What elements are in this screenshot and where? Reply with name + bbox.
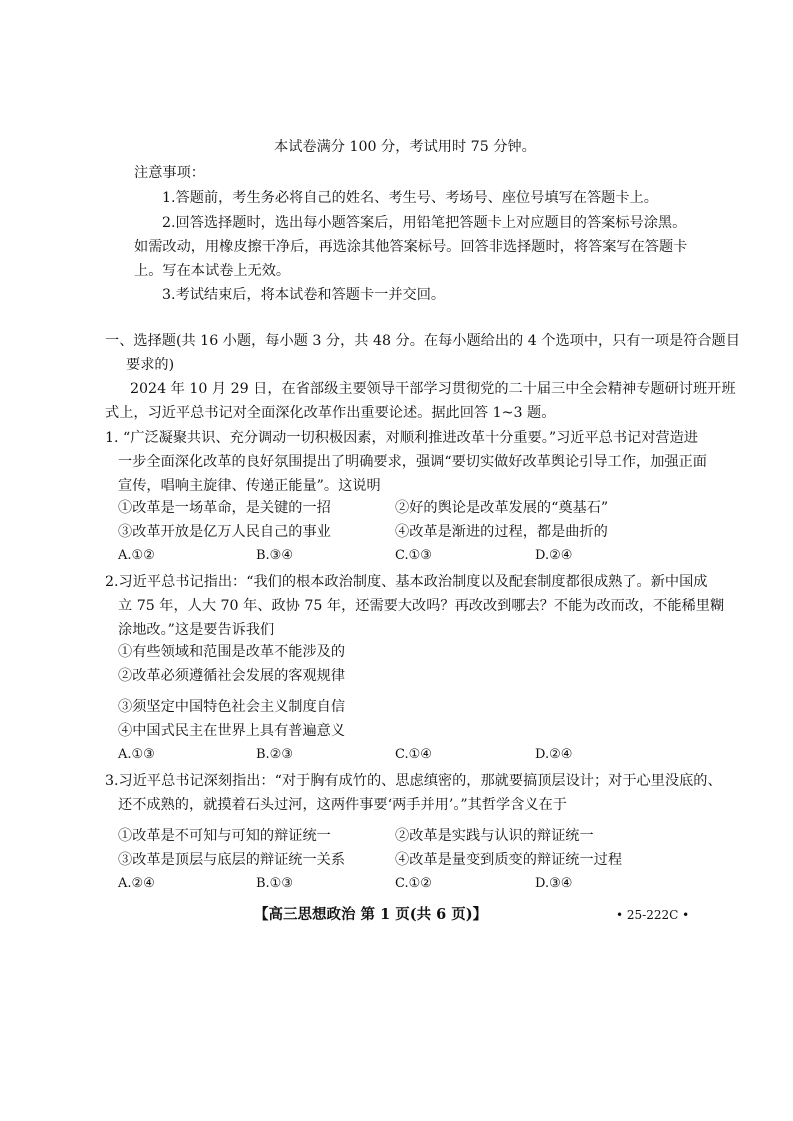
section-title-line1: 一、选择题(共 16 小题，每小题 3 分，共 48 分。在每小题给出的 4 个选项中，只有一项是符合题目 (105, 333, 740, 349)
q2-choice-a: A.①③ (118, 747, 155, 762)
notice-item-1: 1.答题前，考生务必将自己的姓名、考生号、考场号、座位号填写在答题卡上。 (162, 190, 658, 206)
page-footer-label: 【高三思想政治 第 1 页(共 6 页)】 (254, 906, 488, 923)
q1-statement-4: ④改革是渐进的过程，都是曲折的 (395, 524, 608, 540)
q1-choice-c: C.①③ (395, 548, 432, 563)
q1-statement-1: ①改革是一场革命，是关键的一招 (118, 500, 331, 516)
section-intro-line1: 2024 年 10 月 29 日，在省部级主要领导干部学习贯彻党的二十届三中全会精神专题研讨班开班 (130, 381, 736, 397)
q2-statement-4: ④中国式民主在世界上具有普遍意义 (118, 723, 346, 739)
q2-statement-1: ①有些领域和范围是改革不能涉及的 (118, 644, 346, 660)
q3-stem-line2: 还不成熟的，就摸着石头过河，这两件事要‘两手并用’。”其哲学含义在于 (118, 797, 567, 813)
q1-choice-a: A.①② (118, 548, 155, 563)
q1-stem-line2: 一步全面深化改革的良好氛围提出了明确要求，强调“要切实做好改革舆论引导工作，加强正面 (118, 454, 707, 470)
q3-choice-c: C.①② (395, 876, 432, 891)
notice-item-2a: 2.回答选择题时，选出每小题答案后，用铅笔把答题卡上对应题目的答案标号涂黑。 (162, 215, 687, 231)
q3-stem-line1: 3.习近平总书记深刻指出：“对于胸有成竹的、思虑缜密的，那就要搞顶层设计；对于心里没底的、 (105, 773, 722, 789)
notice-item-3: 3.考试结束后，将本试卷和答题卡一并交回。 (162, 287, 446, 303)
q1-stem-line3: 宣传，唱响主旋律、传递正能量”。这说明 (118, 478, 381, 494)
q3-statement-2: ②改革是实践与认识的辩证统一 (395, 828, 594, 844)
q2-statement-2: ②改革必须遵循社会发展的客观规律 (118, 668, 346, 684)
q3-statement-3: ③改革是顶层与底层的辩证统一关系 (118, 852, 346, 868)
q3-choice-b: B.①③ (256, 876, 293, 891)
q3-statement-4: ④改革是量变到质变的辩证统一过程 (395, 852, 623, 868)
notice-item-2c: 上。写在本试卷上无效。 (134, 263, 291, 279)
q1-choice-b: B.③④ (256, 548, 293, 563)
q2-stem-line2: 立 75 年，人大 70 年、政协 75 年，还需要大改吗？再改改到哪去？不能为改而改，不能稀里糊 (118, 598, 725, 614)
section-title-line2: 要求的) (126, 357, 175, 373)
q2-stem-line3: 涂地改。”这是要告诉我们 (118, 622, 275, 638)
q2-stem-line1: 2.习近平总书记指出：“我们的根本政治制度、基本政治制度以及配套制度都很成熟了。新中国成 (105, 574, 708, 590)
paper-code: • 25-222C • (616, 908, 690, 922)
q3-choice-d: D.③④ (535, 876, 573, 891)
q1-statement-3: ③改革开放是亿万人民自己的事业 (118, 524, 331, 540)
q3-choice-a: A.②④ (118, 876, 155, 891)
notice-title: 注意事项： (134, 165, 205, 181)
q2-choice-b: B.②③ (256, 747, 293, 762)
q1-stem-line1: 1. “广泛凝聚共识、充分调动一切积极因素，对顺利推进改革十分重要。”习近平总书记对营造进 (105, 430, 698, 446)
q2-choice-c: C.①④ (395, 747, 432, 762)
q2-choice-d: D.②④ (535, 747, 573, 762)
q3-statement-1: ①改革是不可知与可知的辩证统一 (118, 828, 331, 844)
q1-statement-2: ②好的舆论是改革发展的“奠基石” (395, 500, 609, 516)
q2-statement-3: ③须坚定中国特色社会主义制度自信 (118, 699, 346, 715)
q1-choice-d: D.②④ (535, 548, 573, 563)
score-time-line: 本试卷满分 100 分，考试用时 75 分钟。 (274, 139, 536, 155)
notice-item-2b: 如需改动，用橡皮擦干净后，再选涂其他答案标号。回答非选择题时，将答案写在答题卡 (134, 239, 688, 255)
section-intro-line2: 式上，习近平总书记对全面深化改革作出重要论述。据此回答 1~3 题。 (105, 405, 556, 421)
